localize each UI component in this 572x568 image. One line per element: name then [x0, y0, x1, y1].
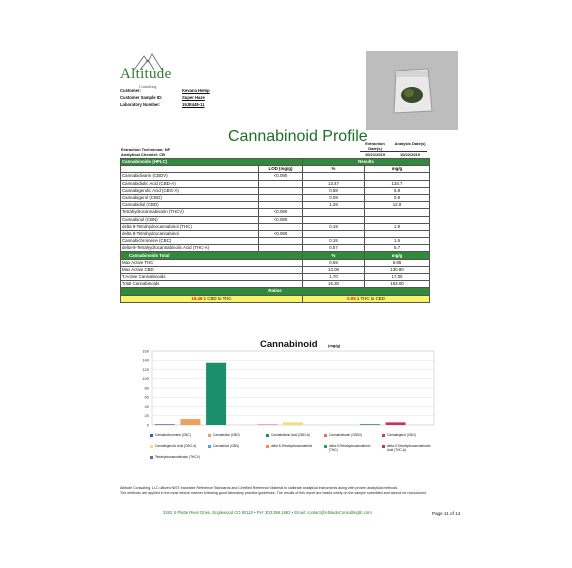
legend-swatch [150, 434, 153, 437]
cannabinoid-name: delta-9-Tetrahydrocannabinolic Acid (THC-A) [121, 245, 259, 252]
bar-9 [360, 424, 380, 425]
ratio-cbd-to-thc [121, 295, 303, 302]
chart-title: Cannabinoid [260, 339, 318, 350]
legend-label: Cannabichromene (CBC) [155, 433, 191, 437]
ratios-header-row [121, 288, 430, 295]
total-mgg: 163.00 [365, 281, 430, 288]
legend-item [382, 444, 437, 452]
y-tick-label: 80 [144, 385, 149, 391]
table-colheader-row [121, 166, 430, 173]
bar-3 [206, 363, 226, 425]
percent-value: 0.15 [303, 238, 365, 245]
lod-value: <0.090 [259, 209, 303, 216]
legend-swatch [150, 445, 153, 448]
table-row [121, 230, 430, 237]
y-tick-label: 140 [142, 357, 149, 363]
info-value: 19JE445-11 [182, 102, 205, 107]
col-percent: % [303, 166, 365, 173]
customer-info [120, 87, 210, 108]
company-logo [120, 50, 180, 90]
mgg-value [365, 230, 430, 237]
extraction-technician: Extraction Technician: NF [121, 147, 171, 152]
total-name: Max Active THC [121, 259, 303, 266]
legend-item [324, 444, 379, 452]
totals-col-percent: % [303, 252, 365, 259]
legend-label: delta-9-Tetrahydrocannabinol (THC) [329, 444, 371, 452]
ratios-header: Ratios [121, 288, 430, 295]
lod-value: <0.090 [259, 216, 303, 223]
ratio-value: 19.46 [191, 295, 203, 301]
mgg-value: 5.8 [365, 187, 430, 194]
info-value: Super Haze [182, 95, 205, 100]
lod-value [259, 238, 303, 245]
legend-swatch [266, 434, 269, 437]
legend-item [324, 433, 379, 437]
lab-address: 3262 S Platte River Drive, Englewood CO 80110 • PH: 303.396.1662 • Email: contact@AltitudeConsultingllc.com [163, 510, 372, 515]
extraction-date: 10/21/2019 [364, 152, 386, 157]
cannabinoid-name: Cannabigerolic Acid (CBG-A) [121, 187, 259, 194]
total-percent: 13.08 [303, 266, 365, 273]
table-row [121, 245, 430, 252]
mgg-value [365, 173, 430, 180]
mgg-value: 1.9 [365, 223, 430, 230]
legend-swatch [382, 434, 385, 437]
analytical-chemist: Analytical Chemist: CB [121, 152, 166, 157]
info-row [120, 87, 210, 94]
percent-value: 13.47 [303, 180, 365, 187]
cannabinoid-name: Cannabigerol (CBG) [121, 194, 259, 201]
bar-1 [155, 424, 175, 425]
analysis-date: 10/22/2019 [399, 152, 421, 157]
header-results: Results [303, 159, 430, 166]
ratio-label: :1 CBD to THC [202, 295, 232, 301]
legend-label: Cannabidivarin (CBDV) [329, 433, 363, 437]
lod-value [259, 180, 303, 187]
legend-label: Cannabidiolic Acid (CBD-A) [271, 433, 310, 437]
totals-row [121, 281, 430, 288]
percent-value: 0.19 [303, 223, 365, 230]
y-tick-label: 40 [144, 403, 149, 409]
totals-row [121, 274, 430, 281]
legend-label: Cannabigerolic Acid (CBG-A) [155, 444, 197, 448]
percent-value: 0.09 [303, 194, 365, 201]
legend-label: Cannabinol (CBN) [213, 444, 239, 448]
legend-swatch [150, 456, 153, 459]
table-row [121, 223, 430, 230]
col-lod: LOD (mg/g) [259, 166, 303, 173]
legend-label: delta-9-Tetrahydrocannabinolic Acid (THC-A) [387, 444, 431, 452]
mgg-value: 12.8 [365, 202, 430, 209]
totals-body [121, 259, 430, 288]
percent-value [303, 230, 365, 237]
bar-6 [283, 422, 303, 425]
table-row [121, 180, 430, 187]
percent-value: 1.28 [303, 202, 365, 209]
lod-value [259, 245, 303, 252]
mgg-value: 5.7 [365, 245, 430, 252]
totals-row [121, 259, 430, 266]
y-tick-label: 160 [142, 348, 149, 354]
legend-swatch [208, 445, 211, 448]
legend-item [266, 444, 321, 448]
lod-value: <0.090 [259, 230, 303, 237]
total-name: Total Cannabinoids [121, 281, 303, 288]
legend-item [208, 433, 263, 437]
table-row [121, 202, 430, 209]
table-header-row [121, 159, 430, 166]
total-percent: 1.70 [303, 274, 365, 281]
col-mgg: mg/g [365, 166, 430, 173]
percent-value [303, 209, 365, 216]
sample-bag-image [366, 51, 458, 130]
info-label: Customer: [120, 88, 141, 93]
mgg-value: 0.9 [365, 194, 430, 201]
table-row [121, 238, 430, 245]
totals-row [121, 266, 430, 273]
legend-item [150, 444, 205, 448]
mgg-value: 134.7 [365, 180, 430, 187]
logo-name: Altitude [120, 66, 172, 82]
legend-label: Cannabidiol (CBD) [213, 433, 240, 437]
percent-value: 0.57 [303, 245, 365, 252]
blank-cell [121, 166, 259, 173]
logo-tagline: Consulting [139, 84, 157, 89]
table-row [121, 209, 430, 216]
cannabinoid-name: Cannabichromene (CBC) [121, 238, 259, 245]
table-row [121, 187, 430, 194]
legend-label: Tetrahydrocannabivarin (THCV) [155, 455, 200, 459]
y-tick-label: 20 [144, 413, 149, 419]
percent-value [303, 173, 365, 180]
disclaimer-line: Altitude Consulting, LLC utilizes NIST traceable Reference Standards and Certified Reference Material to calibrate analytical instruments along with proven analytical methods. [120, 486, 399, 490]
page-number: Page 11 of 14 [432, 511, 461, 516]
legend-item [150, 455, 205, 459]
lod-value: <0.090 [259, 173, 303, 180]
chart-legend [150, 433, 450, 469]
cannabinoid-name: delta 8-Tetrahydrocannabinol [121, 230, 259, 237]
disclaimer [120, 486, 465, 495]
analysis-date-label: Analysis Date(s) [394, 141, 426, 146]
table-row [121, 216, 430, 223]
table-body [121, 173, 430, 252]
total-percent: 16.30 [303, 281, 365, 288]
percent-value: 0.58 [303, 187, 365, 194]
legend-swatch [382, 445, 385, 448]
info-label: Customer Sample ID: [120, 95, 163, 100]
lod-value [259, 194, 303, 201]
bar-2 [180, 419, 200, 425]
total-percent: 0.69 [303, 259, 365, 266]
y-tick-label: 100 [142, 376, 149, 382]
total-mgg: 6.85 [365, 259, 430, 266]
chart-unit: (mg/g) [327, 343, 341, 348]
totals-header: Cannabinoids Total [121, 252, 303, 259]
legend-swatch [266, 445, 269, 448]
totals-header-row [121, 252, 430, 259]
total-name: Max Active CBD [121, 266, 303, 273]
page-title: Cannabinoid Profile [228, 128, 368, 145]
ratios-row [121, 295, 430, 302]
lod-value [259, 202, 303, 209]
table-row [121, 173, 430, 180]
disclaimer-line: The methods are applied in the most ethical manner following good laboratory practice guidelines. The results of this report are based solely on the sample submitted and cannot be reproduced. [120, 490, 427, 495]
lod-value [259, 223, 303, 230]
total-name: T.Active Cannabinoids [121, 274, 303, 281]
ratio-value: 0.05 [347, 295, 356, 301]
legend-label: delta 8-Tetrahydrocannabinol [271, 444, 313, 448]
cannabinoid-name: Cannabidiolic Acid (CBD-A) [121, 180, 259, 187]
info-row [120, 101, 210, 108]
cannabinoid-chart [136, 346, 438, 428]
cannabinoid-name: Cannabinol (CBN) [121, 216, 259, 223]
ratio-label: :1 THC to CBD [355, 295, 385, 301]
cannabinoid-name: Tetrahydrocannabivarin (THCV) [121, 209, 259, 216]
percent-value [303, 216, 365, 223]
mgg-value [365, 216, 430, 223]
cannabinoid-name: delta 9-Tetrahydrocannabinol (THC) [121, 223, 259, 230]
y-tick-label: 120 [142, 366, 149, 372]
total-mgg: 130.80 [365, 266, 430, 273]
table-row [121, 194, 430, 201]
legend-swatch [324, 445, 327, 448]
legend-swatch [324, 434, 327, 437]
total-mgg: 17.00 [365, 274, 430, 281]
header-cannabinoids: Cannabinoids (HPLC) [121, 159, 303, 166]
y-tick-label: 60 [144, 394, 149, 400]
legend-item [150, 433, 205, 437]
legend-swatch [208, 434, 211, 437]
legend-item [382, 433, 437, 437]
bar-10 [386, 422, 406, 425]
cannabinoid-name: Cannabidivarin (CBDV) [121, 173, 259, 180]
legend-label: Cannabigerol (CBG) [387, 433, 416, 437]
ratio-thc-to-cbd [303, 295, 430, 302]
totals-col-mgg: mg/g [365, 252, 430, 259]
y-tick-label: 0 [146, 422, 149, 428]
legend-item [266, 433, 321, 437]
sample-photo [366, 51, 458, 130]
lod-value [259, 187, 303, 194]
info-value: Kevana Hemp [182, 88, 210, 93]
cannabinoid-table [120, 158, 430, 303]
extraction-date-label: Extraction Date(s) [365, 141, 385, 151]
info-label: Laboratory Number: [120, 102, 161, 107]
info-row [120, 94, 210, 101]
mgg-value [365, 209, 430, 216]
mgg-value: 1.5 [365, 238, 430, 245]
legend-item [208, 444, 263, 448]
cannabinoid-name: Cannabidiol (CBD) [121, 202, 259, 209]
